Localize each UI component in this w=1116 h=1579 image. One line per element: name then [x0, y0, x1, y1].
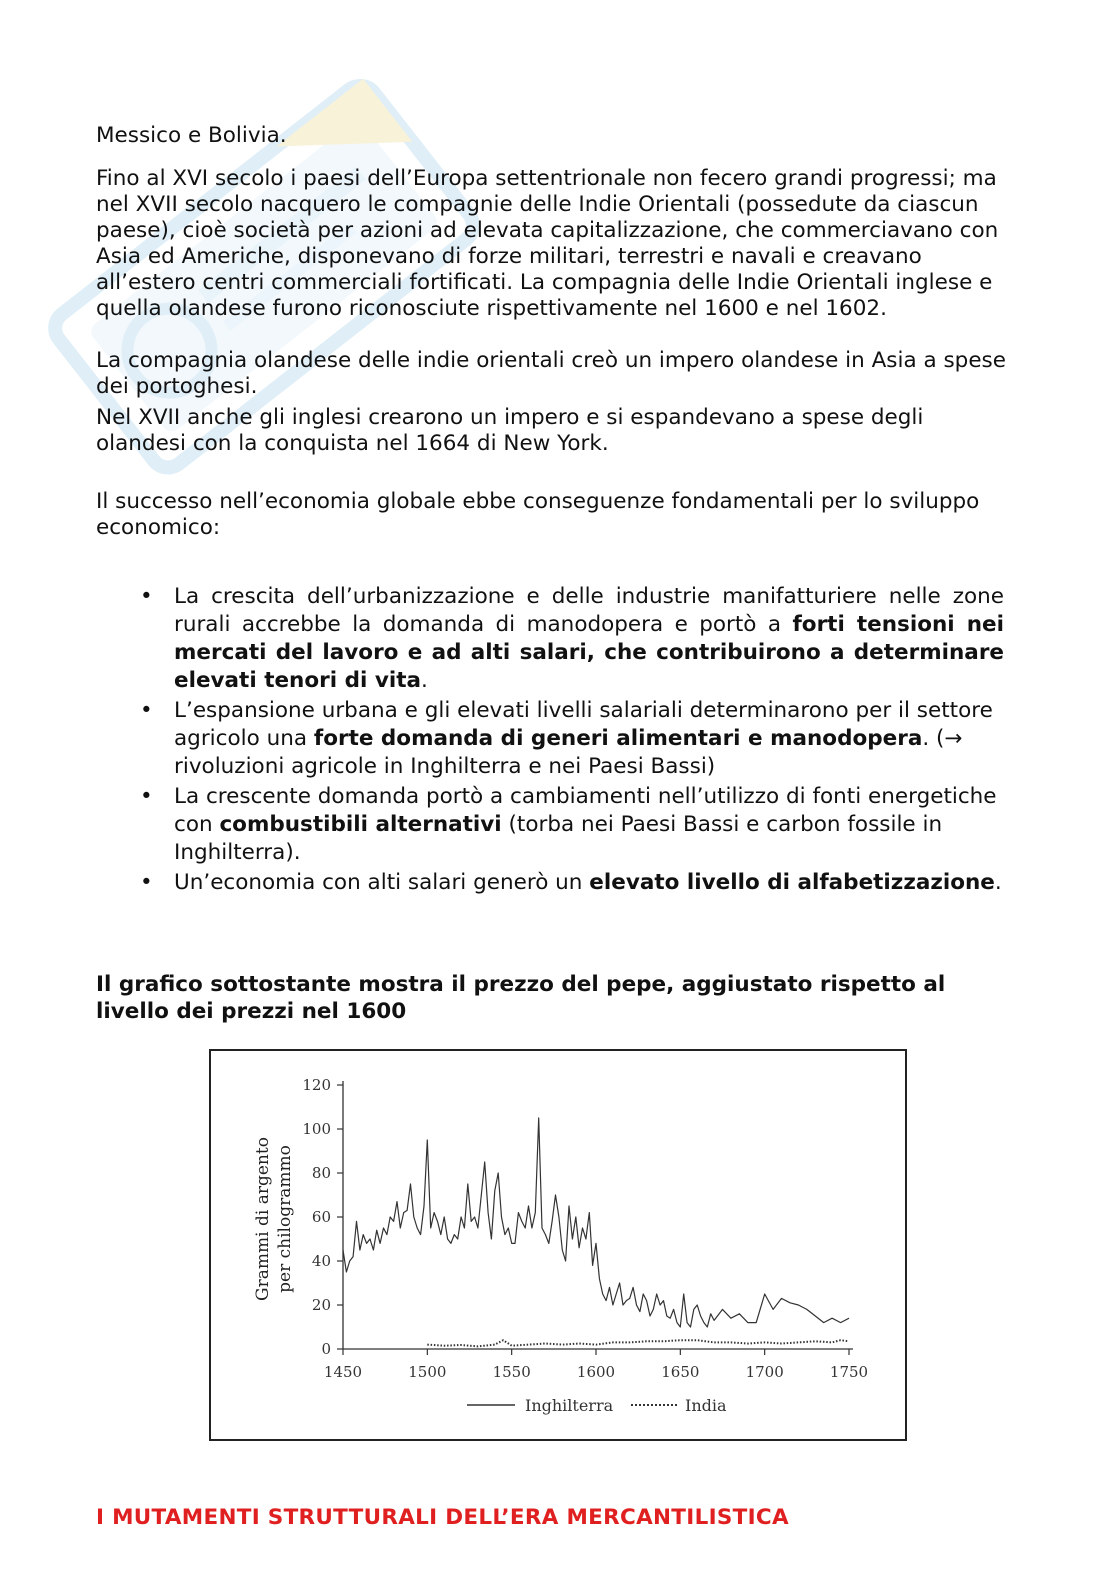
- paragraph-english-empire: Nel XVII anche gli inglesi crearono un impero e si espandevano a spese degli olandesi con la conquista nel 1664 di New York.: [96, 405, 924, 456]
- y-tick-label: 100: [302, 1120, 331, 1138]
- y-tick-label: 40: [311, 1252, 331, 1270]
- paragraph-global-economy: Il successo nell’economia globale ebbe conseguenze fondamentali per lo sviluppo economico:: [96, 489, 980, 540]
- y-tick-label: 0: [321, 1340, 331, 1358]
- x-tick-label: 1650: [661, 1363, 700, 1381]
- list-item: • La crescente domanda portò a cambiamenti nell’utilizzo di fonti energetiche con combustibili alternativi (torba nei Paesi Bassi e carbon fossile in Inghilterra).: [174, 783, 1004, 867]
- section-title: I MUTAMENTI STRUTTURALI DELL’ERA MERCANTILISTICA: [96, 1505, 789, 1530]
- x-tick-label: 1700: [745, 1363, 784, 1381]
- series: [343, 1118, 849, 1346]
- x-tick-label: 1600: [576, 1363, 616, 1381]
- legend-inghilterra-label: Inghilterra: [525, 1396, 614, 1415]
- series-line-india: [427, 1340, 849, 1346]
- pepper-price-chart: [209, 1049, 907, 1441]
- paragraph-east-india-companies: Fino al XVI secolo i paesi dell’Europa settentrionale non fecero grandi progressi; ma nel XVII secolo nacquero le compagnie delle Indie Orientali (possedute da ciascun paese), cioè società per azioni ad elevata capitalizzazione, che commerciavano con Asia ed Americhe, disponevano di forze militari, terrestri e navali e creavano all’estero centri commerciali fortificati. La compagnia delle Indie Orientali inglese e quella olandese furono riconosciute rispettivamente nel 1600 e nel 1602.: [96, 166, 999, 321]
- chart-heading: Il grafico sottostante mostra il prezzo del pepe, aggiustato rispetto al livello dei prezzi nel 1600: [96, 972, 946, 1024]
- legend-india-label: India: [685, 1396, 727, 1415]
- legend: [467, 1396, 727, 1415]
- y-axis-label-line2: per chilogrammo: [275, 1145, 295, 1293]
- x-tick-label: 1550: [492, 1363, 531, 1381]
- y-tick-label: 60: [311, 1208, 331, 1226]
- x-tick-label: 1500: [408, 1363, 447, 1381]
- list-item: • L’espansione urbana e gli elevati livelli salariali determinarono per il settore agricolo una forte domanda di generi alimentari e manodopera. (→ rivoluzioni agricole in Inghilterra e nei Paesi Bassi): [174, 697, 1004, 781]
- x-tick-label: 1750: [829, 1363, 869, 1381]
- paragraph-dutch-empire: La compagnia olandese delle indie orientali creò un impero olandese in Asia a spese dei portoghesi.: [96, 348, 1006, 399]
- x-tick-label: 1450: [323, 1363, 363, 1381]
- list-item: • La crescita dell’urbanizzazione e delle industrie manifatturiere nelle zone rurali accrebbe la domanda di manodopera e portò a forti tensioni nei mercati del lavoro e ad alti salari, che contribuirono a determinare elevati tenori di vita.: [174, 583, 1004, 695]
- chart-svg: [211, 1051, 905, 1439]
- y-tick-label: 80: [311, 1164, 331, 1182]
- y-axis-label-line1: Grammi di argento: [253, 1137, 273, 1301]
- consequences-list: [96, 583, 1004, 899]
- series-line-inghilterra: [343, 1118, 849, 1327]
- list-item: • Un’economia con alti salari generò un elevato livello di alfabetizzazione.: [174, 869, 1004, 897]
- x-axis: [324, 1349, 868, 1381]
- y-tick-label: 20: [311, 1296, 331, 1314]
- intro-line: Messico e Bolivia.: [96, 123, 287, 148]
- y-axis: [302, 1076, 343, 1358]
- y-tick-label: 120: [302, 1076, 331, 1094]
